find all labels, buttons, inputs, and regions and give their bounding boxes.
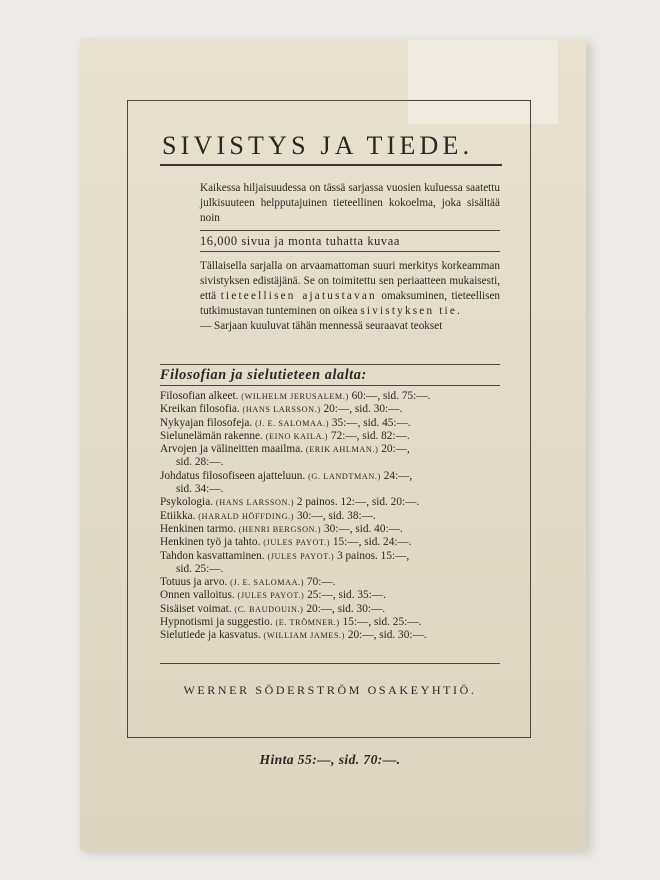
book-entry (160, 510, 500, 523)
book-list (160, 390, 500, 643)
book-entry (160, 576, 500, 589)
description-part2: omaksuminen, tieteellisen tutkimustavan tunteminen on oikea (200, 290, 500, 317)
book-price: 20:—, sid. 30:—. (347, 629, 427, 642)
book-entry (160, 403, 500, 416)
book-title: Hypnotismi ja suggestio. (160, 616, 273, 629)
book-price: 15:—, sid. 24:—. (332, 536, 412, 549)
description-spaced-phrase-2: sivistyksen tie. (360, 305, 463, 317)
book-price: 72:—, sid. 82:—. (330, 429, 410, 442)
book-author: (ERIK AHLMAN.) (305, 445, 379, 455)
section-heading: Filosofian ja sielutieteen alalta: (160, 364, 500, 386)
book-price: 60:—, sid. 75:—. (351, 390, 431, 402)
book-entry (160, 390, 500, 403)
book-entry (160, 603, 500, 616)
description-text (200, 259, 500, 319)
book-price: 20:—, sid. 30:—. (306, 602, 386, 615)
book-title: Kreikan filosofia. (160, 403, 240, 416)
bottom-rule (160, 663, 500, 664)
book-author: (J. E. SALOMAA.) (230, 578, 305, 588)
book-title: Sielutiede ja kasvatus. (160, 629, 261, 642)
book-title: Sielunelämän rakenne. (160, 429, 263, 442)
book-price: 20:—, (381, 443, 410, 456)
book-price: 30:—, sid. 38:—. (296, 509, 376, 522)
book-price: 24:—, (383, 469, 413, 482)
book-author: (WILLIAM JAMES.) (263, 631, 346, 641)
book-author: (HANS LARSSON.) (215, 498, 295, 508)
series-note: — Sarjaan kuuluvat tähän mennessä seuraavat teokset (200, 320, 443, 332)
description-paragraph (200, 259, 500, 334)
book-entry (160, 550, 500, 563)
book-title: Etiikka. (160, 509, 196, 522)
description-spaced-phrase-1: tieteellisen ajatustavan (220, 290, 377, 302)
book-author: (HARALD HÖFFDING.) (198, 511, 295, 521)
book-author: (JULES PAYOT.) (237, 591, 305, 601)
book-price: 35:—, sid. 45:—. (331, 416, 411, 429)
price-line: Hinta 55:—, sid. 70:—. (259, 752, 401, 767)
intro-paragraph (200, 181, 500, 226)
book-title: Onnen valloitus. (160, 589, 235, 602)
book-title: Totuus ja arvo. (160, 576, 228, 589)
book-author: (HENRI BERGSON.) (238, 524, 322, 534)
book-price: 20:—, sid. 30:—. (323, 403, 403, 416)
book-title: Psykologia. (160, 496, 214, 509)
book-author: (J. E. SALOMAA.) (255, 418, 330, 428)
book-price: 2 painos. 12:—, sid. 20:—. (296, 496, 420, 509)
book-price: 25:—, sid. 35:—. (307, 589, 386, 602)
book-author: (C. BAUDOUIN.) (234, 604, 304, 614)
book-entry (160, 417, 500, 430)
book-price: 30:—, sid. 40:—. (323, 522, 403, 535)
book-entry (160, 470, 500, 483)
book-author: (HANS LARSSON.) (242, 405, 321, 415)
book-title: Henkinen tarmo. (160, 522, 236, 535)
book-price: 15:—, sid. 25:—. (342, 616, 422, 629)
book-entry (160, 523, 500, 536)
book-entry (160, 443, 500, 456)
book-title: Nykyajan filosofeja. (160, 416, 253, 429)
book-title: Arvojen ja välineitten maailma. (160, 443, 304, 456)
intro-text: Kaikessa hiljaisuudessa on tässä sarjassa vuosien kuluessa saatettu julkisuuteen helpputajuinen tieteellinen kokoelma, joka sisältää noin (200, 182, 500, 224)
book-author: (WILHELM JERUSALEM.) (241, 392, 349, 401)
book-entry (160, 629, 500, 642)
book-author: (JULES PAYOT.) (263, 538, 331, 548)
book-entry (160, 589, 500, 602)
book-title: Filosofian alkeet. (160, 390, 239, 402)
book-entry (160, 496, 500, 509)
publisher-name: WERNER SÖDERSTRÖM OSAKEYHTIÖ. (183, 683, 477, 697)
book-author: (E. TRÖMNER.) (275, 618, 340, 628)
book-author: (JULES PAYOT.) (267, 551, 335, 561)
book-title: Tahdon kasvattaminen. (160, 549, 265, 562)
description-part1: Tällaisella sarjalla on arvaamattoman suuri merkitys korkeamman sivistyksen edistäjänä. Se on toimitettu sen periaatteen mukaisesti, että (200, 260, 500, 302)
book-author: (G. LANDTMAN.) (308, 471, 381, 481)
book-entry (160, 536, 500, 549)
book-price-continued: sid. 28:—. (176, 456, 224, 469)
book-title: Henkinen työ ja tahto. (160, 536, 261, 549)
book-title: Sisäiset voimat. (160, 602, 232, 615)
book-price: 70:—. (306, 576, 336, 589)
book-price-continued: sid. 34:—. (176, 483, 224, 496)
series-title: SIVISTYS JA TIEDE. (160, 128, 502, 166)
book-title: Johdatus filosofiseen ajatteluun. (160, 469, 306, 482)
book-entry (160, 616, 500, 629)
volume-line: 16,000 sivua ja monta tuhatta kuvaa (200, 230, 500, 252)
book-price-continued: sid. 25:—. (176, 562, 224, 575)
book-author: (EINO KAILA.) (265, 431, 329, 441)
book-entry (160, 430, 500, 443)
book-price: 3 painos. 15:—, (337, 549, 410, 562)
